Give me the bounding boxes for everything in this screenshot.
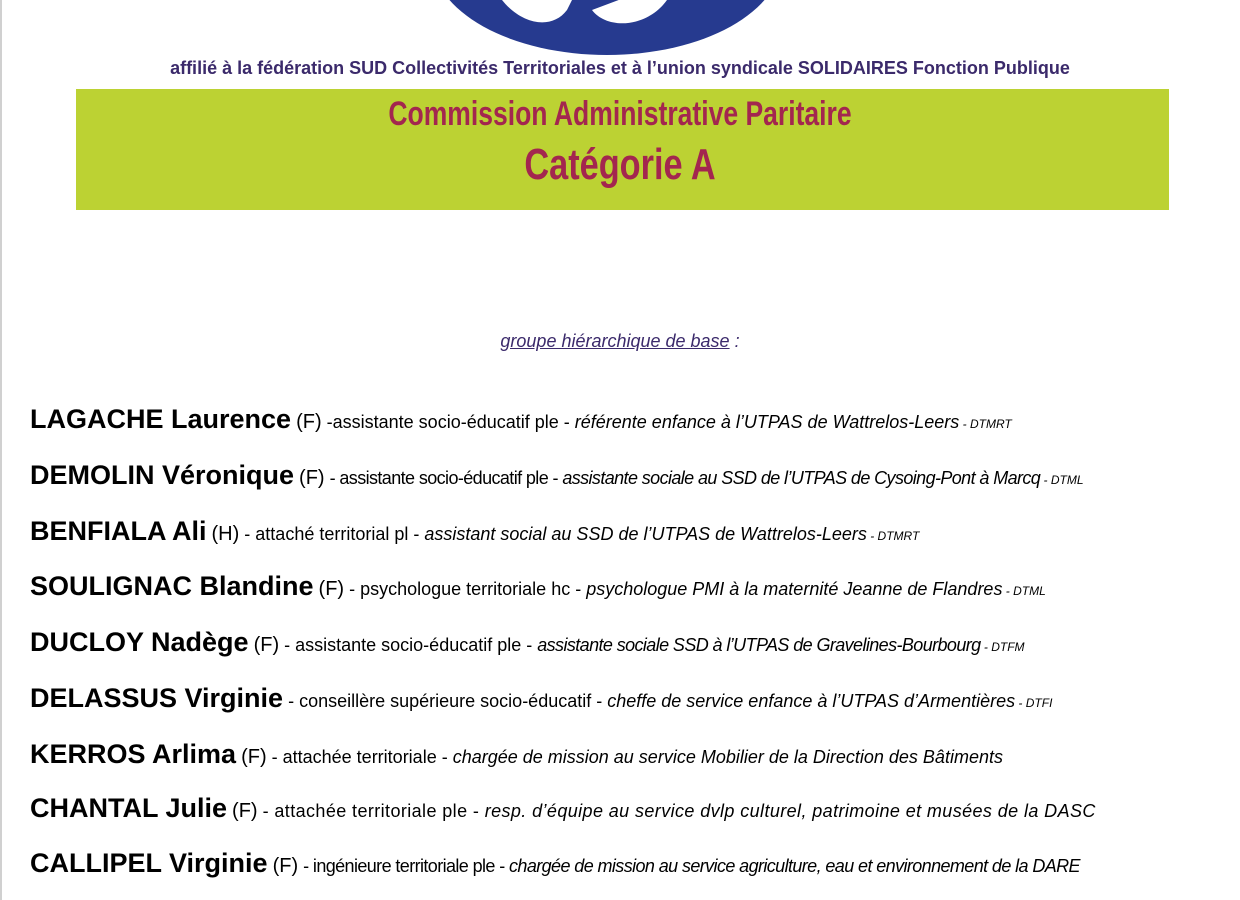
member-name: BENFIALA Ali	[30, 516, 207, 546]
member-grade: - ingénieure territoriale ple -	[303, 856, 510, 876]
group-heading-label: groupe hiérarchique de base	[500, 331, 730, 351]
member-row	[30, 627, 1025, 658]
banner-subtitle: Catégorie A	[524, 140, 716, 189]
member-row	[30, 793, 1096, 824]
member-direction: - DTMRT	[866, 529, 920, 543]
member-grade: - conseillère supérieure socio-éducatif -	[288, 691, 608, 711]
member-position: référente enfance à l’UTPAS de Wattrelos-Leers	[574, 412, 960, 432]
union-logo	[432, 0, 782, 55]
member-gender: (F)	[318, 578, 345, 600]
member-grade: -assistante socio-éducatif ple -	[326, 412, 575, 432]
member-position: assistante sociale au SSD de l’UTPAS de Cysoing-Pont à Marcq	[562, 468, 1041, 488]
member-gender: (F)	[299, 467, 325, 489]
member-gender: (F)	[241, 746, 267, 768]
logo-shape-right	[592, 0, 682, 23]
member-direction: - DTFI	[1015, 696, 1053, 710]
member-row	[30, 516, 919, 547]
member-position: chargée de mission au service agriculture, eau et environnement de la DARE	[509, 856, 1080, 876]
banner-title: Commission Administrative Paritaire	[388, 95, 852, 133]
member-name: CALLIPEL Virginie	[30, 848, 268, 878]
group-heading	[0, 331, 1240, 352]
member-grade: - attachée territoriale ple -	[262, 801, 485, 821]
member-row	[30, 848, 1080, 879]
member-row	[30, 571, 1046, 602]
member-gender: (F)	[272, 855, 299, 877]
member-grade: - attachée territoriale -	[271, 747, 453, 767]
member-gender: (F)	[296, 411, 322, 433]
member-row	[30, 683, 1052, 714]
member-position: assistante sociale SSD à l’UTPAS de Gravelines-Bourbourg	[537, 635, 981, 655]
member-name: DUCLOY Nadège	[30, 627, 249, 657]
member-grade: - assistante socio-éducatif ple -	[284, 635, 538, 655]
member-position: chargée de mission au service Mobilier de la Direction des Bâtiments	[452, 747, 1003, 767]
member-position: cheffe de service enfance à l’UTPAS d’Armentières	[607, 691, 1016, 711]
member-name: DELASSUS Virginie	[30, 683, 284, 713]
member-position: resp. d’équipe au service dvlp culturel, patrimoine et musées de la DASC	[484, 801, 1096, 821]
member-name: DEMOLIN Véronique	[30, 460, 295, 490]
member-grade: - attaché territorial pl -	[244, 524, 425, 544]
member-gender: (F)	[253, 634, 280, 656]
member-gender: (F)	[232, 800, 258, 822]
group-heading-suffix: :	[729, 331, 740, 351]
page-border	[0, 0, 2, 900]
member-row	[30, 739, 1003, 770]
member-direction: - DTML	[1040, 473, 1084, 487]
member-row	[30, 404, 1012, 435]
member-grade: - assistante socio-éducatif ple -	[329, 468, 563, 488]
member-position: psychologue PMI à la maternité Jeanne de Flandres	[586, 579, 1003, 599]
member-row	[30, 460, 1084, 491]
member-name: CHANTAL Julie	[30, 793, 228, 823]
member-position: assistant social au SSD de l’UTPAS de Wattrelos-Leers	[424, 524, 867, 544]
member-name: KERROS Arlima	[30, 739, 237, 769]
member-direction: - DTMRT	[959, 417, 1012, 431]
member-gender: (H)	[211, 523, 240, 545]
member-grade: - psychologue territoriale hc -	[349, 579, 587, 599]
member-direction: - DTFM	[980, 640, 1025, 654]
member-direction: - DTML	[1002, 584, 1046, 598]
logo-shape-left	[502, 0, 582, 22]
member-name: SOULIGNAC Blandine	[30, 571, 314, 601]
affiliation-text: affilié à la fédération SUD Collectivités Territoriales et à l’union syndicale SOLIDAIRES Fonction Publique	[170, 58, 1070, 78]
member-name: LAGACHE Laurence	[30, 404, 292, 434]
